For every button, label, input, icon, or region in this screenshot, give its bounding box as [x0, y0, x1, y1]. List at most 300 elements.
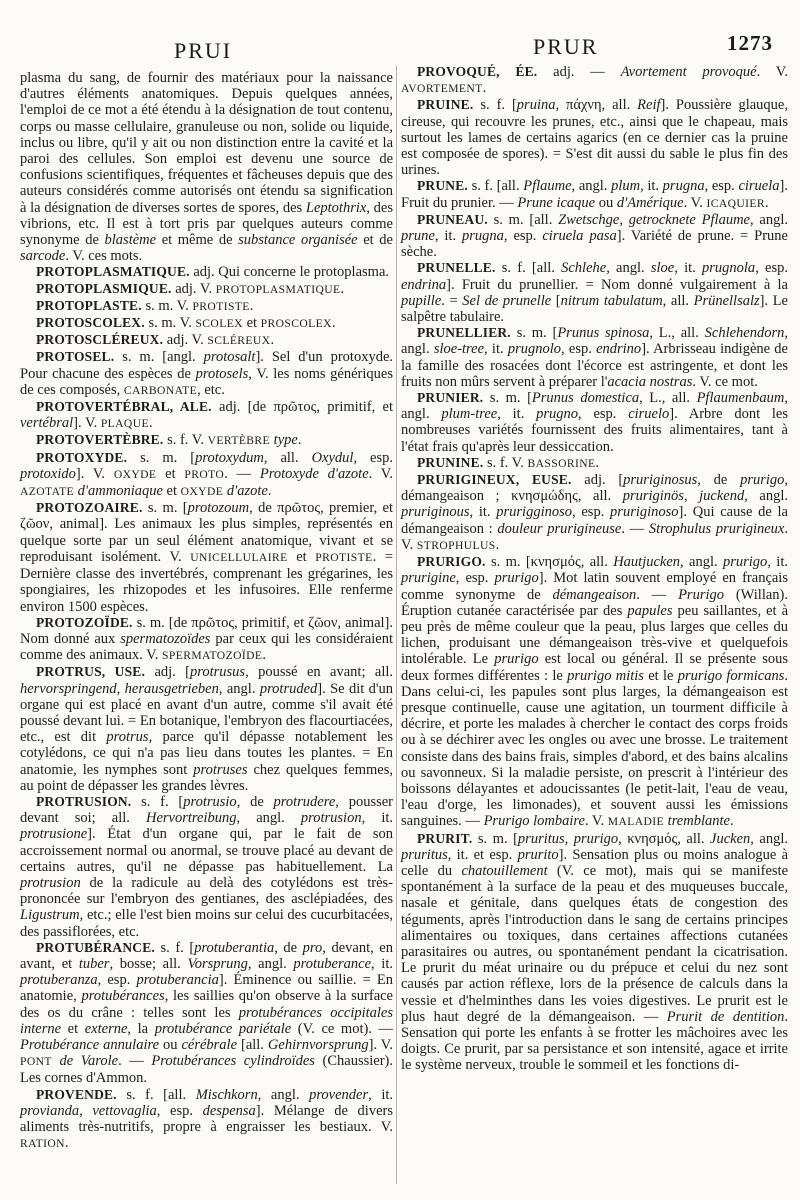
dictionary-entry — [20, 450, 393, 501]
entry-text: s. f. [all. — [495, 260, 562, 277]
italic-term: tuber — [78, 955, 110, 972]
entry-text: , esp. — [455, 570, 495, 587]
entry-text: et même de — [156, 232, 239, 249]
entry-text: , it. — [484, 341, 508, 358]
italic-term: pruriginous — [401, 504, 470, 521]
entry-text: ]. Arbrisseau indigène de la famille des rosacées dont l'écorce est astringente, et dont les fruits non mûrs servent à préparer l' — [401, 341, 788, 390]
entry-text: , de πρῶτος, premier, et ζῶον, animal]. Les animaux les plus simples, représentés en quelque sorte par un seul élément anatomique, vivant et se reproduisant isolément. V. — [20, 500, 394, 565]
entry-text: , devant, en avant, et — [20, 939, 393, 972]
entry-text: ou — [595, 194, 617, 211]
headword: PROVENDE. — [36, 1086, 117, 1102]
entry-text: , démangeaison ; κνησμώδης, all. — [401, 472, 789, 505]
entry-text: ]. V. — [75, 465, 114, 482]
italic-term: prurigo — [740, 472, 785, 489]
cross-reference: PROTISTE — [192, 299, 250, 313]
entry-text: , κνησμός, all. — [618, 830, 711, 847]
headword: PRUINE. — [417, 97, 474, 113]
italic-term: protoxydum — [195, 449, 264, 466]
italic-term: douleur prurigineuse — [497, 520, 622, 537]
italic-term: ciruela — [738, 178, 780, 195]
italic-term: Prünellsalz — [693, 292, 760, 309]
entry-text: , esp. — [572, 504, 611, 521]
italic-term: protruses — [193, 761, 248, 778]
italic-term: Ligustrum — [20, 907, 80, 924]
dictionary-entry — [20, 664, 393, 794]
entry-text: . V. ces mots. — [65, 248, 143, 265]
dictionary-entry — [401, 178, 788, 211]
italic-term: protubérances occipitales interne — [20, 1004, 394, 1037]
italic-term: sarcode — [20, 248, 66, 265]
entry-text: . — [64, 1135, 69, 1152]
entry-text: adj. [ — [145, 664, 191, 681]
headword: PROTUBÉRANCE. — [36, 939, 155, 955]
entry-text: adj. — — [537, 64, 621, 80]
entry-text: (Chaussier). Les cornes d'Ammon. — [20, 1053, 393, 1087]
headword: PROTOZOAIRE. — [36, 500, 143, 516]
italic-term: protrusion — [300, 810, 362, 827]
entry-text: s. m. V. — [144, 315, 196, 332]
entry-text: , it. — [674, 260, 703, 277]
column-separator — [396, 66, 397, 1184]
entry-text: . V. — [756, 64, 788, 80]
headword: PROTOZOÏDE. — [36, 614, 133, 630]
italic-term: hervorspringend, herausgetrieben — [20, 680, 219, 697]
entry-text: . V. — [368, 465, 393, 482]
entry-text: s. m. [ — [483, 390, 532, 407]
italic-term: type — [273, 432, 298, 449]
entry-text: , angl. — [401, 325, 788, 358]
headword: PROTRUSION. — [36, 793, 132, 809]
entry-text: . — [495, 536, 500, 553]
entry-text: s. m. [de πρῶτος, primitif, et ζῶον, animal]. Nom donné aux — [20, 614, 393, 647]
entry-text: par ceux qui les considéraient comme des animaux. V. — [20, 630, 394, 664]
left-running-head: PRUI — [174, 38, 233, 63]
italic-term: protuberancia — [136, 972, 219, 989]
cross-reference: VERTÈBRE — [207, 434, 271, 448]
italic-term: Leptothrix — [305, 199, 367, 216]
dictionary-entry — [20, 615, 393, 665]
entry-text: . Dans celui-ci, les papules sont plus larges, la démangeaison est presque continuelle, cause une agitation, un tourment difficile à décrire, et porte les malades à chercher le contact des corps froids ou à se déchirer avec les ongles ou avec une brosse. Le traitement consiste dans des bains frais, simples d'abord, et des bains alcalins ou savonneux. Si la maladie persiste, on prescrit à l'intérieur des boissons délayantes et adoucissantes (le petit-lait, l'eau de veau, l'eau d'orge, les limonades), et souvent aussi les émissions sanguines. — — [401, 667, 788, 830]
italic-term: substance organisée — [238, 232, 358, 249]
entry-text: , les saillies qu'on observe à la surface des os du crâne : telles sont les — [20, 988, 393, 1021]
entry-text: adj. [de πρῶτος, primitif, et — [211, 399, 393, 416]
italic-term: plum-tree — [441, 406, 498, 423]
italic-term: pro — [302, 939, 323, 956]
headword: PROTOXYDE. — [36, 449, 128, 465]
entry-text: . V. — [401, 520, 788, 553]
cross-reference: PROTO — [184, 467, 225, 481]
entry-text: , esp. — [503, 228, 543, 245]
italic-term: Gehirnvorsprung — [267, 1036, 369, 1053]
entry-text: . = — [441, 292, 463, 309]
cross-reference: ICAQUIER — [706, 196, 766, 210]
headword: PROTOSEL. — [36, 349, 115, 365]
entry-text: . — [482, 80, 487, 97]
italic-term: d'Amérique — [616, 194, 684, 211]
italic-term: prurigo — [494, 570, 539, 587]
entry-text: , angl. — [218, 680, 260, 697]
entry-text: et — [61, 1020, 85, 1037]
entry-text: [all. — [237, 1036, 268, 1053]
left-column — [20, 70, 393, 1152]
entry-text: . = Dernière classe des invertébrés, comprenant les grégarines, les spongiaires, les rhizopodes et les infusoires. Elle renferme environ 1500 espèces. — [20, 548, 393, 615]
headword: PROTOVERTÉBRAL, ALE. — [36, 399, 212, 415]
entry-text: . — — [224, 465, 260, 482]
entry-text: . — [331, 315, 336, 332]
dictionary-entry — [20, 500, 393, 614]
italic-term: d'ammoniaque — [77, 483, 163, 500]
entry-text: , angl. — [571, 178, 612, 195]
italic-term: protuberance — [293, 955, 372, 972]
right-running-head: PRUR — [533, 34, 599, 59]
italic-term: Hervortreibung — [146, 810, 237, 827]
headword: PRUNE. — [417, 178, 468, 194]
entry-text: . Sensation qui porte les enfants à se frotter les mâchoires avec les doigts. Ce prurit, par sa persistance et son intensité, agace et irrite le système nerveux, trouble le sommeil et les fonctions di- — [401, 1008, 788, 1074]
entry-text: , L., all. — [639, 390, 697, 407]
entry-text: ]. Arbre dont les nombreuses variétés fournissent des fruits alimentaires, tant à l'état frais qu'après leur dessiccation. — [401, 406, 789, 455]
headword: PROTOPLASMATIQUE. — [36, 264, 190, 280]
dictionary-entry — [20, 349, 393, 399]
dictionary-entry — [20, 399, 393, 432]
cross-reference: AVORTEMENT — [401, 82, 483, 96]
italic-term: prugna — [462, 228, 504, 245]
headword: PROTOSCOLEX. — [36, 315, 145, 331]
entry-text: . V. — [584, 813, 608, 830]
italic-term: externe — [84, 1020, 128, 1037]
italic-term: prurigo — [494, 651, 539, 668]
entry-text: , L., all. — [649, 325, 705, 342]
italic-term: Avortement provoqué — [620, 64, 757, 80]
page-number: 1273 — [727, 31, 773, 55]
dictionary-entry — [20, 332, 393, 349]
dictionary-entry — [20, 298, 393, 315]
italic-term: prugnola — [702, 260, 756, 277]
italic-term: Schlehendorn — [704, 325, 785, 342]
dictionary-entry — [401, 554, 788, 830]
entry-text: , all. — [263, 449, 312, 466]
entry-text: ]. Fruit du prunellier. = Nom donné vulgairement à la — [446, 276, 788, 293]
entry-text: . — [297, 432, 302, 449]
entry-text: chez quelques femmes, au point de dépasser les grandes lèvres. — [20, 761, 393, 794]
dictionary-entry — [401, 64, 788, 97]
italic-term: protozoum — [187, 500, 250, 517]
italic-term: protrusione — [20, 826, 88, 843]
entry-text: et — [287, 548, 316, 565]
italic-term: papules — [627, 602, 673, 619]
italic-term: Sel de prunelle — [462, 292, 552, 309]
italic-term: pruritus, prurigo — [517, 830, 619, 847]
entry-text: , it. — [371, 955, 393, 972]
entry-text: , pousser devant soi; all. — [20, 793, 393, 827]
dictionary-entry — [401, 212, 788, 261]
italic-term: protuberantia — [194, 939, 275, 956]
italic-term: Protoxyde d'azote — [259, 465, 369, 482]
entry-text: , esp. — [97, 972, 137, 989]
entry-text: , angl. — [247, 955, 294, 972]
entry-text: , etc. — [197, 381, 225, 398]
entry-text: , esp. — [353, 449, 393, 466]
entry-text: et de — [357, 232, 393, 249]
entry-text: s. f. V. — [483, 454, 528, 471]
entry-text: . — [249, 297, 254, 314]
entry-text: ]. Sensation plus ou moins analogue à celle du — [401, 846, 789, 879]
entry-text: (V. ce mot). — — [291, 1020, 394, 1037]
dictionary-entry — [20, 264, 393, 280]
italic-term: prurigo mitis — [567, 667, 644, 684]
italic-term: endrino — [596, 341, 642, 358]
italic-term: démangeaison — [552, 586, 637, 603]
italic-term: Prunus domestica — [531, 390, 640, 407]
dictionary-entry — [401, 455, 788, 472]
entry-text: . — [729, 813, 734, 830]
italic-term: cérébrale — [181, 1036, 238, 1053]
italic-term: sloe — [650, 260, 675, 277]
entry-text: s. m. [ — [142, 500, 188, 517]
entry-text: . — [340, 280, 345, 297]
italic-term: prugno — [536, 406, 579, 423]
italic-term: prugnolo — [507, 341, 562, 358]
italic-term: Pflaumenbaum — [696, 390, 785, 407]
entry-text: et — [162, 483, 181, 500]
entry-text: ]. Variété de prune. = Prune sèche. — [401, 228, 788, 261]
entry-text: ]. Poussière glauque, cireuse, qui recouvre les prunes, etc., ainsi que le chapeau, mais surtout les lames de certains agarics (en ce dernier cas la pruine est composée de spores). = S'est dit aussi du sable le plus fin des urines. — [401, 97, 788, 179]
entry-text: s. m. [ — [510, 325, 558, 342]
right-column — [401, 64, 788, 1074]
dictionary-entry — [401, 472, 788, 554]
italic-term: Prurit de dentition — [666, 1008, 785, 1025]
entry-text: , des vibrions, etc. Il est à tort pris par quelques auteurs comme synonyme de — [20, 199, 393, 249]
entry-text: s. f. [ — [131, 793, 184, 810]
entry-text: ]. V. — [73, 415, 101, 432]
entry-text: , V. les noms génériques de ces composés, — [20, 365, 393, 398]
entry-text: . — [595, 454, 600, 471]
entry-text: s. m. V. — [141, 297, 193, 314]
entry-text: . — [148, 415, 153, 432]
headword: PRUNELLE. — [417, 260, 496, 276]
italic-term: ciruelo — [628, 406, 670, 423]
italic-term: protrusion — [20, 874, 81, 891]
entry-text: , it. — [361, 810, 393, 827]
entry-text: peu saillantes, et à peu près de même couleur que la peau, plus larges que celles du lichen, produisant une démangeaison très-vive et quelquefois intolérable. Le — [401, 602, 789, 668]
italic-term: protubérance pariétale — [154, 1020, 292, 1037]
entry-text: , πάχνη, all. — [555, 97, 638, 114]
italic-term: nitrum tabulatum — [560, 292, 663, 309]
dictionary-entry — [401, 831, 788, 1074]
entry-text: . V. ce mot. — [692, 373, 758, 390]
entry-text: adj. V. — [163, 332, 208, 349]
entry-text: . — — [621, 520, 649, 537]
italic-term: protosalt — [203, 349, 256, 366]
cross-reference: MALADIE — [607, 815, 665, 829]
italic-term: Strophulus prurigineux — [648, 520, 785, 537]
cross-reference: SPERMATOZOÏDE — [162, 649, 263, 663]
entry-text: ]. Éminence ou saillie. = En anatomie, — [20, 972, 393, 1005]
entry-text: , angl. — [236, 810, 301, 827]
entry-text: ]. V. — [368, 1036, 393, 1053]
entry-text: , esp. — [755, 260, 788, 277]
headword: PROTOPLASTE. — [36, 297, 142, 313]
italic-term: Zwetschge, getrocknete Pflaume — [558, 211, 750, 228]
entry-text: s. m. [ — [472, 830, 518, 847]
cross-reference: SCLÉREUX — [207, 334, 271, 348]
italic-term: protosels — [195, 365, 249, 382]
italic-term: Prune icaque — [517, 194, 596, 211]
italic-term: sloe-tree — [433, 341, 485, 358]
italic-term: blastème — [104, 232, 157, 249]
entry-text: , it. — [767, 554, 788, 571]
entry-text: . — [765, 194, 769, 211]
cross-reference: BASSORINE — [527, 456, 596, 470]
cross-reference: PROTOPLASMATIQUE — [215, 282, 341, 296]
headword: PRURIGINEUX, EUSE. — [417, 472, 572, 488]
entry-text: (V. ce mot), mais qui se manifeste spontanément à la surface de la peau et des muqueuses buccale, nasale et génitale, dans quelques états de congestion des téguments, après l'introduction dans le sang de certains principes alimentaires ou toxiques, dans certaines affections cutanées parasitaires ou autres, ou spontanément pendant la cicatrisation. Le prurit du méat urinaire ou du prépuce et celui du nez sont causés par action réflexe, lors de la présence de calculs dans la vessie et d'helminthes dans les voies digestives. Le prurit est le plus haut degré de la démangeaison. — — [401, 862, 789, 1025]
headword: PROTOSCLÉREUX. — [36, 332, 164, 348]
italic-term: prurito — [517, 846, 559, 863]
italic-term: spermatozoïdes — [120, 630, 211, 647]
entry-text: , it. — [640, 178, 663, 195]
entry-text: , poussé en avant; all. — [245, 664, 393, 681]
entry-text: . — [270, 332, 275, 349]
italic-term: prurigo formicans — [677, 667, 785, 684]
italic-term: protrudere — [273, 793, 336, 810]
italic-term: pruriginoso — [610, 504, 679, 521]
headword: PRUNIER. — [417, 390, 484, 406]
italic-term: protuberanza — [20, 972, 98, 989]
headword: PRURIGO. — [417, 554, 486, 570]
entry-text: , bosse; all. — [109, 955, 188, 972]
entry-text: s. m. [ — [127, 449, 196, 466]
italic-term: chatouillement — [461, 862, 548, 879]
dictionary-entry — [20, 281, 393, 298]
entry-text: , de — [236, 793, 274, 810]
cross-reference: PROTISTE — [315, 550, 373, 564]
entry-text: , it. — [434, 228, 463, 245]
headword: PRUNELLIER. — [417, 325, 511, 341]
italic-term: acacia nostras — [607, 373, 693, 390]
italic-term: Prurigo lombaire — [483, 813, 585, 830]
entry-text: . — [262, 647, 266, 664]
entry-text: ]. Le salpêtre tabulaire. — [401, 292, 788, 326]
entry-text: , esp. — [578, 406, 629, 423]
entry-text: , angl. — [606, 260, 651, 277]
entry-text: , de — [274, 939, 303, 956]
cross-reference: OXYDE — [180, 485, 224, 499]
italic-term: Jucken — [710, 830, 751, 847]
entry-text: . — — [118, 1053, 152, 1070]
cross-reference: OXYDE — [113, 467, 157, 481]
entry-text: et le — [643, 667, 678, 684]
cross-reference: CARBONATE — [123, 383, 198, 397]
entry-text: de la radicule au delà des cotylédons est très-prononcée sur l'embryon des gentianes, des asclépiadées, des — [20, 874, 393, 908]
entry-text: , de — [697, 472, 741, 489]
entry-text: , etc.; elle l'est bien moins sur celui des cucurbitacées, des passiflorées, etc. — [20, 907, 393, 940]
entry-text: , it. et esp. — [447, 846, 518, 863]
cross-reference: STROPHULUS — [416, 538, 496, 552]
cross-reference: UNICELLULAIRE — [190, 550, 288, 564]
entry-text: adj. [ — [571, 472, 624, 489]
headword: PRURIT. — [417, 830, 473, 846]
italic-term: pruriginös, juckend — [622, 488, 745, 505]
entry-text: , angl. — [257, 1086, 310, 1103]
entry-text: s. f. V. — [163, 432, 208, 449]
entry-text: , it. — [497, 406, 537, 423]
headword: PROTRUS, USE. — [36, 664, 146, 680]
entry-text: , esp. — [704, 178, 739, 195]
entry-text: s. m. [angl. — [114, 349, 204, 366]
italic-term: Protubérances cylindroïdes — [151, 1053, 315, 1070]
entry-text: ]. Mot latin souvent employé en français comme synonyme de — [401, 570, 788, 603]
dictionary-entry — [20, 1087, 393, 1153]
entry-text: ou — [159, 1036, 182, 1053]
entry-text: . — — [636, 586, 679, 603]
italic-term: Oxydul — [311, 449, 354, 466]
entry-text: ]. Fruit du prunier. — — [401, 178, 788, 211]
dictionary-entry — [401, 260, 788, 325]
entry-text: (Willan). Éruption cutanée caractérisée par des — [401, 586, 788, 619]
italic-term: d'azote — [226, 483, 268, 500]
italic-term: provender — [309, 1086, 369, 1103]
entry-text: , angl. — [744, 488, 788, 505]
entry-text: adj. V. — [171, 280, 216, 297]
entry-text: ]. Se dit d'un organe qui est placé en avant d'un autre, comme s'il avait été poussé devant lui. = En botanique, l'embryon des flacourtiacées, etc., est dit — [20, 680, 394, 746]
italic-term: pruriginosus — [623, 472, 698, 489]
entry-text: est local ou général. Il se présente sous deux formes différentes : le — [401, 651, 788, 684]
entry-text: s. f. [all. — [116, 1086, 196, 1103]
entry-text: , parce qu'il dépasse notablement les cotylédons, ce qui n'a pas lieu dans toutes les plantes. = En anatomie, les nymphes sont — [20, 729, 393, 778]
italic-term: pruina — [516, 97, 556, 114]
entry-text: s. f. [all. — [467, 178, 524, 195]
entry-text: . V. — [683, 194, 707, 211]
italic-term: Schlehe — [561, 260, 607, 277]
headword: PRUNEAU. — [417, 211, 488, 227]
entry-text: , esp. — [156, 1102, 203, 1119]
cross-reference: PLAQUE — [100, 417, 149, 431]
entry-text: , angl. — [401, 390, 788, 423]
entry-text: , all. — [662, 292, 694, 309]
dictionary-entry — [20, 940, 393, 1087]
italic-term: Mischkorn — [195, 1086, 258, 1103]
italic-term: Pflaume — [523, 178, 572, 195]
italic-term: pruritus — [401, 846, 448, 863]
entry-text: s. m. [all. — [487, 211, 559, 228]
entry-text: s. f. [ — [154, 939, 195, 956]
entry-text: , angl. — [749, 211, 788, 228]
entry-text: ]. État d'un organe qui, par le fait de son accroissement normal ou anormal, se trouve placé au devant de certains autres, qu'il ne dépasse pas habituellement. La — [20, 826, 393, 875]
entry-text: plasma du sang, de fournir des matériaux pour la naissance d'autres éléments anatomiques. Depuis quelques années, l'emploi de ce mot a été étendu à la désignation de tout contenu, corps ou masse cellulaire, granuleuse ou non, solide ou liquide, inclus ou libre, qu'il y ait ou non distinction entre la cavité et la paroi des cellules. Son emploi est devenu une source de confusions scientifiques, fréquentes et fâcheuses depuis que des auteurs considérés comme autorisés ont étendu sa signification à la désignation de diverses sortes de spores, des — [20, 70, 393, 216]
entry-text: adj. Qui concerne le protoplasma. — [189, 264, 390, 281]
entry-text: , it. — [469, 504, 497, 521]
entry-continuation — [20, 70, 393, 264]
entry-text: , esp. — [561, 341, 597, 358]
dictionary-entry — [20, 794, 393, 940]
headword: PRUNINE. — [417, 454, 484, 470]
italic-term: endrina — [401, 276, 447, 293]
dictionary-entry — [20, 315, 393, 332]
italic-term: protoxido — [20, 465, 76, 482]
italic-term: pupille — [401, 292, 442, 309]
italic-term: Prunus spinosa — [557, 325, 650, 342]
cross-reference: SCOLEX — [195, 317, 243, 331]
dictionary-entry — [401, 390, 788, 455]
headword: PROTOVERTÈBRE. — [36, 432, 164, 448]
italic-term: Hautjucken — [613, 554, 681, 571]
entry-text: , angl. — [680, 554, 723, 571]
dictionary-entry — [401, 97, 788, 178]
italic-term: Prurigo — [678, 586, 724, 603]
italic-term: de Varole — [59, 1053, 119, 1070]
italic-term: protruded — [259, 680, 318, 697]
italic-term: vertébral — [20, 415, 74, 432]
